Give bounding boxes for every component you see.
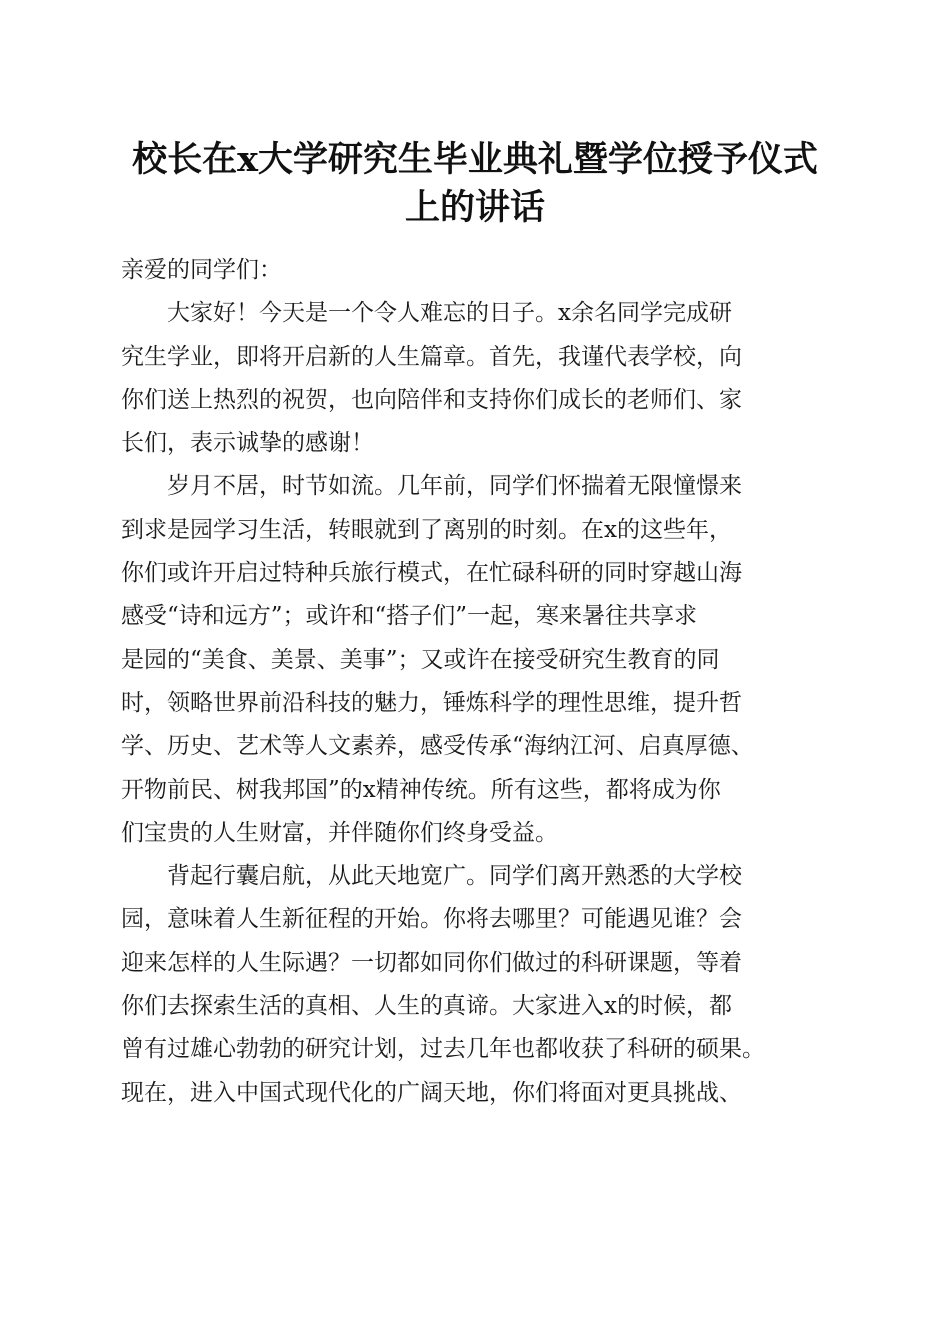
document-body xyxy=(121,249,836,1115)
paragraph-line: 曾有过雄心勃勃的研究计划，过去几年也都收获了科研的硕果。 xyxy=(121,1036,765,1063)
paragraph-line: 开物前民、树我邦国”的x精神传统。所有这些，都将成为你 xyxy=(121,776,721,803)
paragraph-line: 大家好！今天是一个令人难忘的日子。x余名同学完成研 xyxy=(167,300,732,327)
paragraph-line: 你们去探索生活的真相、人生的真谛。大家进入x的时候，都 xyxy=(121,993,732,1020)
paragraph-line: 究生学业，即将开启新的人生篇章。首先，我谨代表学校，向 xyxy=(121,343,742,370)
paragraph-line: 长们，表示诚挚的感谢！ xyxy=(121,430,374,457)
paragraph-line: 你们或许开启过特种兵旅行模式，在忙碌科研的同时穿越山海 xyxy=(121,560,742,587)
paragraph-line: 你们送上热烈的祝贺，也向陪伴和支持你们成长的老师们、家 xyxy=(121,386,742,413)
greeting: 亲爱的同学们： xyxy=(121,257,282,283)
paragraph-line: 现在，进入中国式现代化的广阔天地，你们将面对更具挑战、 xyxy=(121,1079,742,1106)
title-line-2: 上的讲话 xyxy=(404,187,545,228)
paragraph-line: 是园的“美食、美景、美事”；又或许在接受研究生教育的同 xyxy=(121,646,720,673)
paragraph-line: 到求是园学习生活，转眼就到了离别的时刻。在x的这些年， xyxy=(121,516,732,543)
paragraph-line: 岁月不居，时节如流。几年前，同学们怀揣着无限憧憬来 xyxy=(167,473,742,500)
paragraph-line: 背起行囊启航，从此天地宽广。同学们离开熟悉的大学校 xyxy=(167,863,742,890)
document-title xyxy=(100,136,850,232)
paragraph-3 xyxy=(121,855,836,1115)
paragraph-line: 时，领略世界前沿科技的魅力，锤炼科学的理性思维，提升哲 xyxy=(121,689,742,716)
title-line-1: 校长在x大学研究生毕业典礼暨学位授予仪式 xyxy=(132,139,818,180)
paragraph-line: 学、历史、艺术等人文素养，感受传承“海纳江河、启真厚德、 xyxy=(121,733,754,760)
paragraph-1 xyxy=(121,292,836,465)
paragraph-line: 迎来怎样的人生际遇？一切都如同你们做过的科研课题，等着 xyxy=(121,949,742,976)
paragraph-2 xyxy=(121,465,836,855)
paragraph-line: 感受“诗和远方”；或许和“搭子们”一起，寒来暑往共享求 xyxy=(121,603,698,630)
paragraph-line: 们宝贵的人生财富，并伴随你们终身受益。 xyxy=(121,819,558,846)
paragraph-line: 园，意味着人生新征程的开始。你将去哪里？可能遇见谁？会 xyxy=(121,906,742,933)
